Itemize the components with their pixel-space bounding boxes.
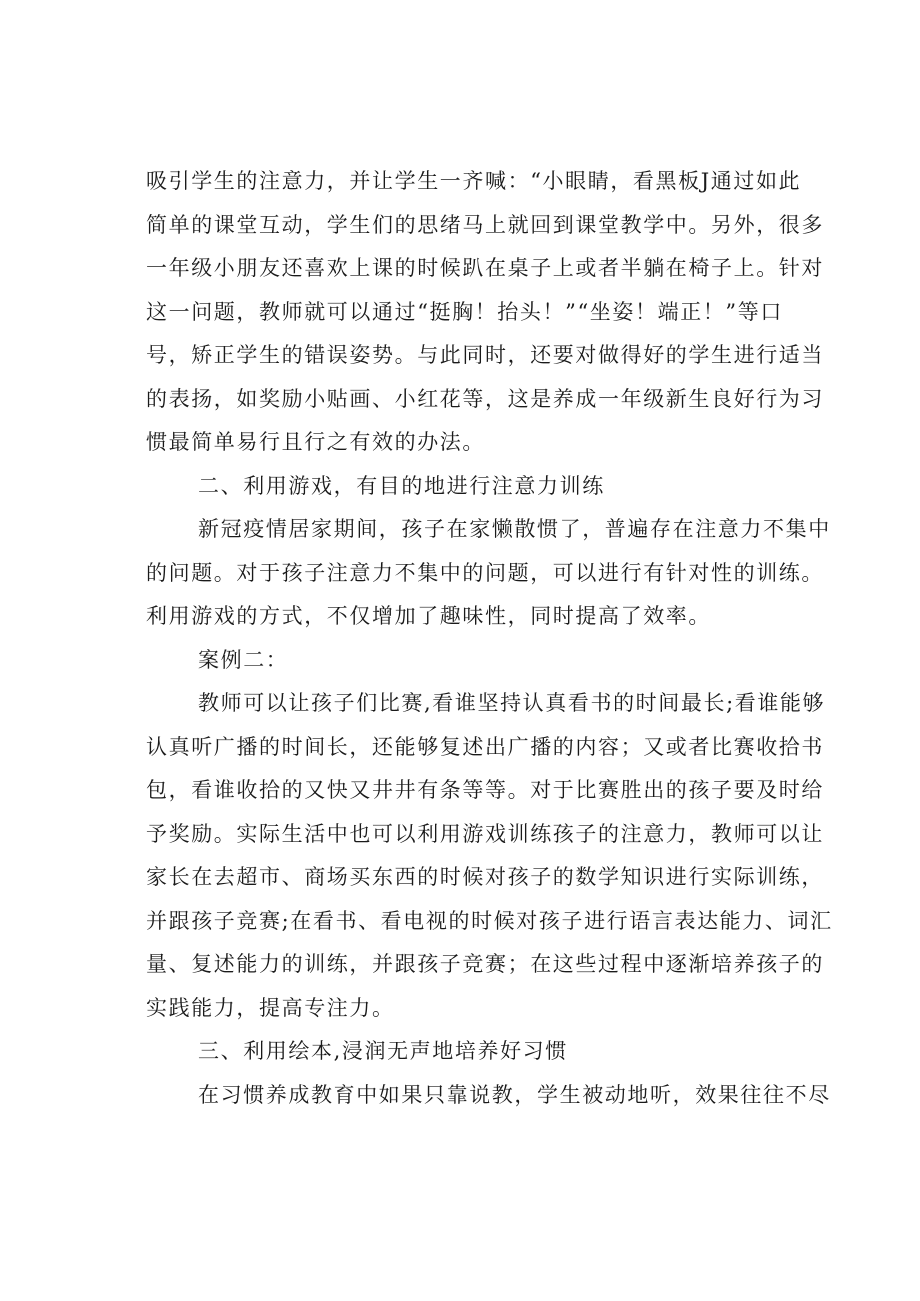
text-line: 一年级小朋友还喜欢上课的时候趴在桌子上或者半躺在椅子上。针对 [146,256,824,280]
section-heading: 二、利用游戏，有目的地进行注意力训练 [198,473,605,498]
text-line: 予奖励。实际生活中也可以利用游戏训练孩子的注意力，教师可以让 [146,821,824,846]
text-line: 家长在去超市、商场买东西的时候对孩子的数学知识进行实际训练， [146,865,824,889]
text-line: 新冠疫情居家期间，孩子在家懒散惯了，普遍存在注意力不集中 [198,517,831,541]
text-line: 认真听广播的时间长，还能够复述出广播的内容；又或者比赛收拾书 [146,734,824,759]
text-line: 这一问题，教师就可以通过“挺胸！抬头！”“坐姿！端正！”等口 [146,299,783,324]
text-line: 的表扬，如奖励小贴画、小红花等，这是养成一年级新生良好行为习 [146,386,824,411]
text-line: 教师可以让孩子们比赛,看谁坚持认真看书的时间最长;看谁能够 [198,691,826,715]
text-line: 量、复述能力的训练，并跟孩子竞赛；在这些过程中逐渐培养孩子的 [146,952,824,976]
text-line: 并跟孩子竞赛;在看书、看电视的时候对孩子进行语言表达能力、词汇 [146,908,833,933]
text-line: 实践能力，提高专注力。 [146,995,395,1020]
document-body [146,160,833,1117]
text-line: 号，矫正学生的错误姿势。与此同时，还要对做得好的学生进行适当 [146,343,824,367]
text-line: 在习惯养成教育中如果只靠说教，学生被动地听，效果往往不尽 [198,1082,831,1107]
case-label: 案例二： [198,647,289,672]
text-line: 惯最简单易行且行之有效的办法。 [146,430,485,454]
text-line: 利用游戏的方式，不仅增加了趣味性，同时提高了效率。 [146,604,711,628]
text-line: 吸引学生的注意力，并让学生一齐喊：“小眼睛，看黑板J通过如此 [146,169,802,193]
text-line: 的问题。对于孩子注意力不集中的问题，可以进行有针对性的训练。 [146,560,824,585]
text-line: 简单的课堂互动，学生们的思绪马上就回到课堂教学中。另外，很多 [146,212,824,237]
section-heading: 三、利用绘本,浸润无声地培养好习惯 [198,1039,568,1063]
text-line: 包，看谁收拾的又快又井井有条等等。对于比赛胜出的孩子要及时给 [146,778,824,802]
